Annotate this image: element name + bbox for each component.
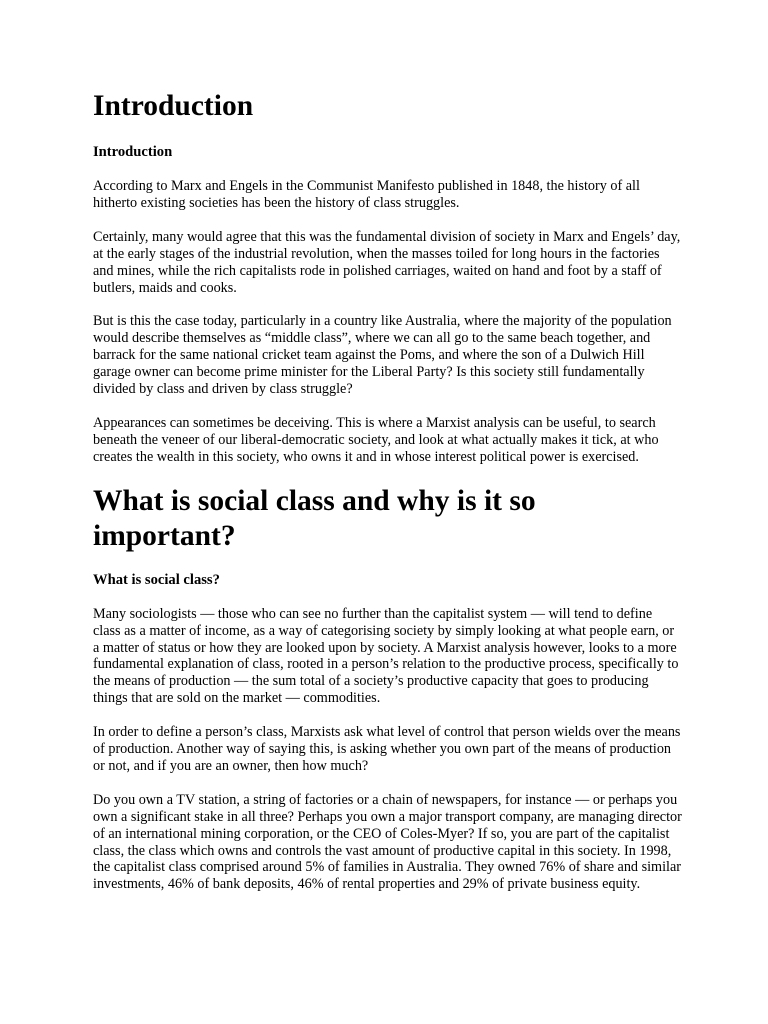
paragraph-intro-1: According to Marx and Engels in the Communist Manifesto published in 1848, the history of all hitherto existing societies has been the history of class struggles. (93, 178, 640, 211)
paragraph-intro-2: Certainly, many would agree that this was the fundamental division of society in Marx and Engels’ day, at the early stages of the industrial revolution, when the masses toiled for long hours in the factories and mines, while the rich capitalists rode in polished carriages, waited on hand and foot by a staff of butlers, maids and cooks. (93, 228, 681, 296)
section-heading-social-class: What is social class and why is it so important? (93, 484, 536, 552)
subheading-introduction: Introduction (93, 144, 173, 160)
subheading-social-class: What is social class? (93, 571, 220, 588)
paragraph-social-2: In order to define a person’s class, Marxists ask what level of control that person wields over the means of production. Another way of saying this, is asking whether you own part of the means of production or not, and if you are an owner, then how much? (93, 724, 681, 774)
paragraph-social-1: Many sociologists — those who can see no further than the capitalist system — will tend to define class as a matter of income, as a way of categorising society by simply looking at what people earn, or a matter of status or how they are looked upon by society. A Marxist analysis however, looks to a more fundamental explanation of class, rooted in a person’s relation to the productive process, specifically to the means of production — the sum total of a society’s productive capacity that goes to producing things that are sold on the market — commodities. (93, 605, 679, 707)
section-heading-introduction: Introduction (93, 90, 254, 122)
document-page (93, 84, 683, 893)
paragraph-intro-4: Appearances can sometimes be deceiving. This is where a Marxist analysis can be useful, to search beneath the veneer of our liberal-democratic society, and look at what actually makes it tick, at who creates the wealth in this society, who owns it and in whose interest political power is exercised. (93, 414, 659, 465)
paragraph-intro-3: But is this the case today, particularly in a country like Australia, where the majority of the population would describe themselves as “middle class”, where we can all go to the same beach together, and barrack for the same national cricket team against the Poms, and where the son of a Dulwich Hill garage owner can become prime minister for the Liberal Party? Is this society still fundamentally divided by class and driven by class struggle? (93, 313, 672, 398)
paragraph-social-3: Do you own a TV station, a string of factories or a chain of newspapers, for instance — or perhaps you own a significant stake in all three? Perhaps you own a major transport company, are managing director of an international mining corporation, or the CEO of Coles-Myer? If so, you are part of the capitalist class, the class which owns and controls the vast amount of productive capital in this society. In 1998, the capitalist class comprised around 5% of families in Australia. They owned 76% of share and similar investments, 46% of bank deposits, 46% of rental properties and 29% of private business equity. (93, 791, 682, 893)
